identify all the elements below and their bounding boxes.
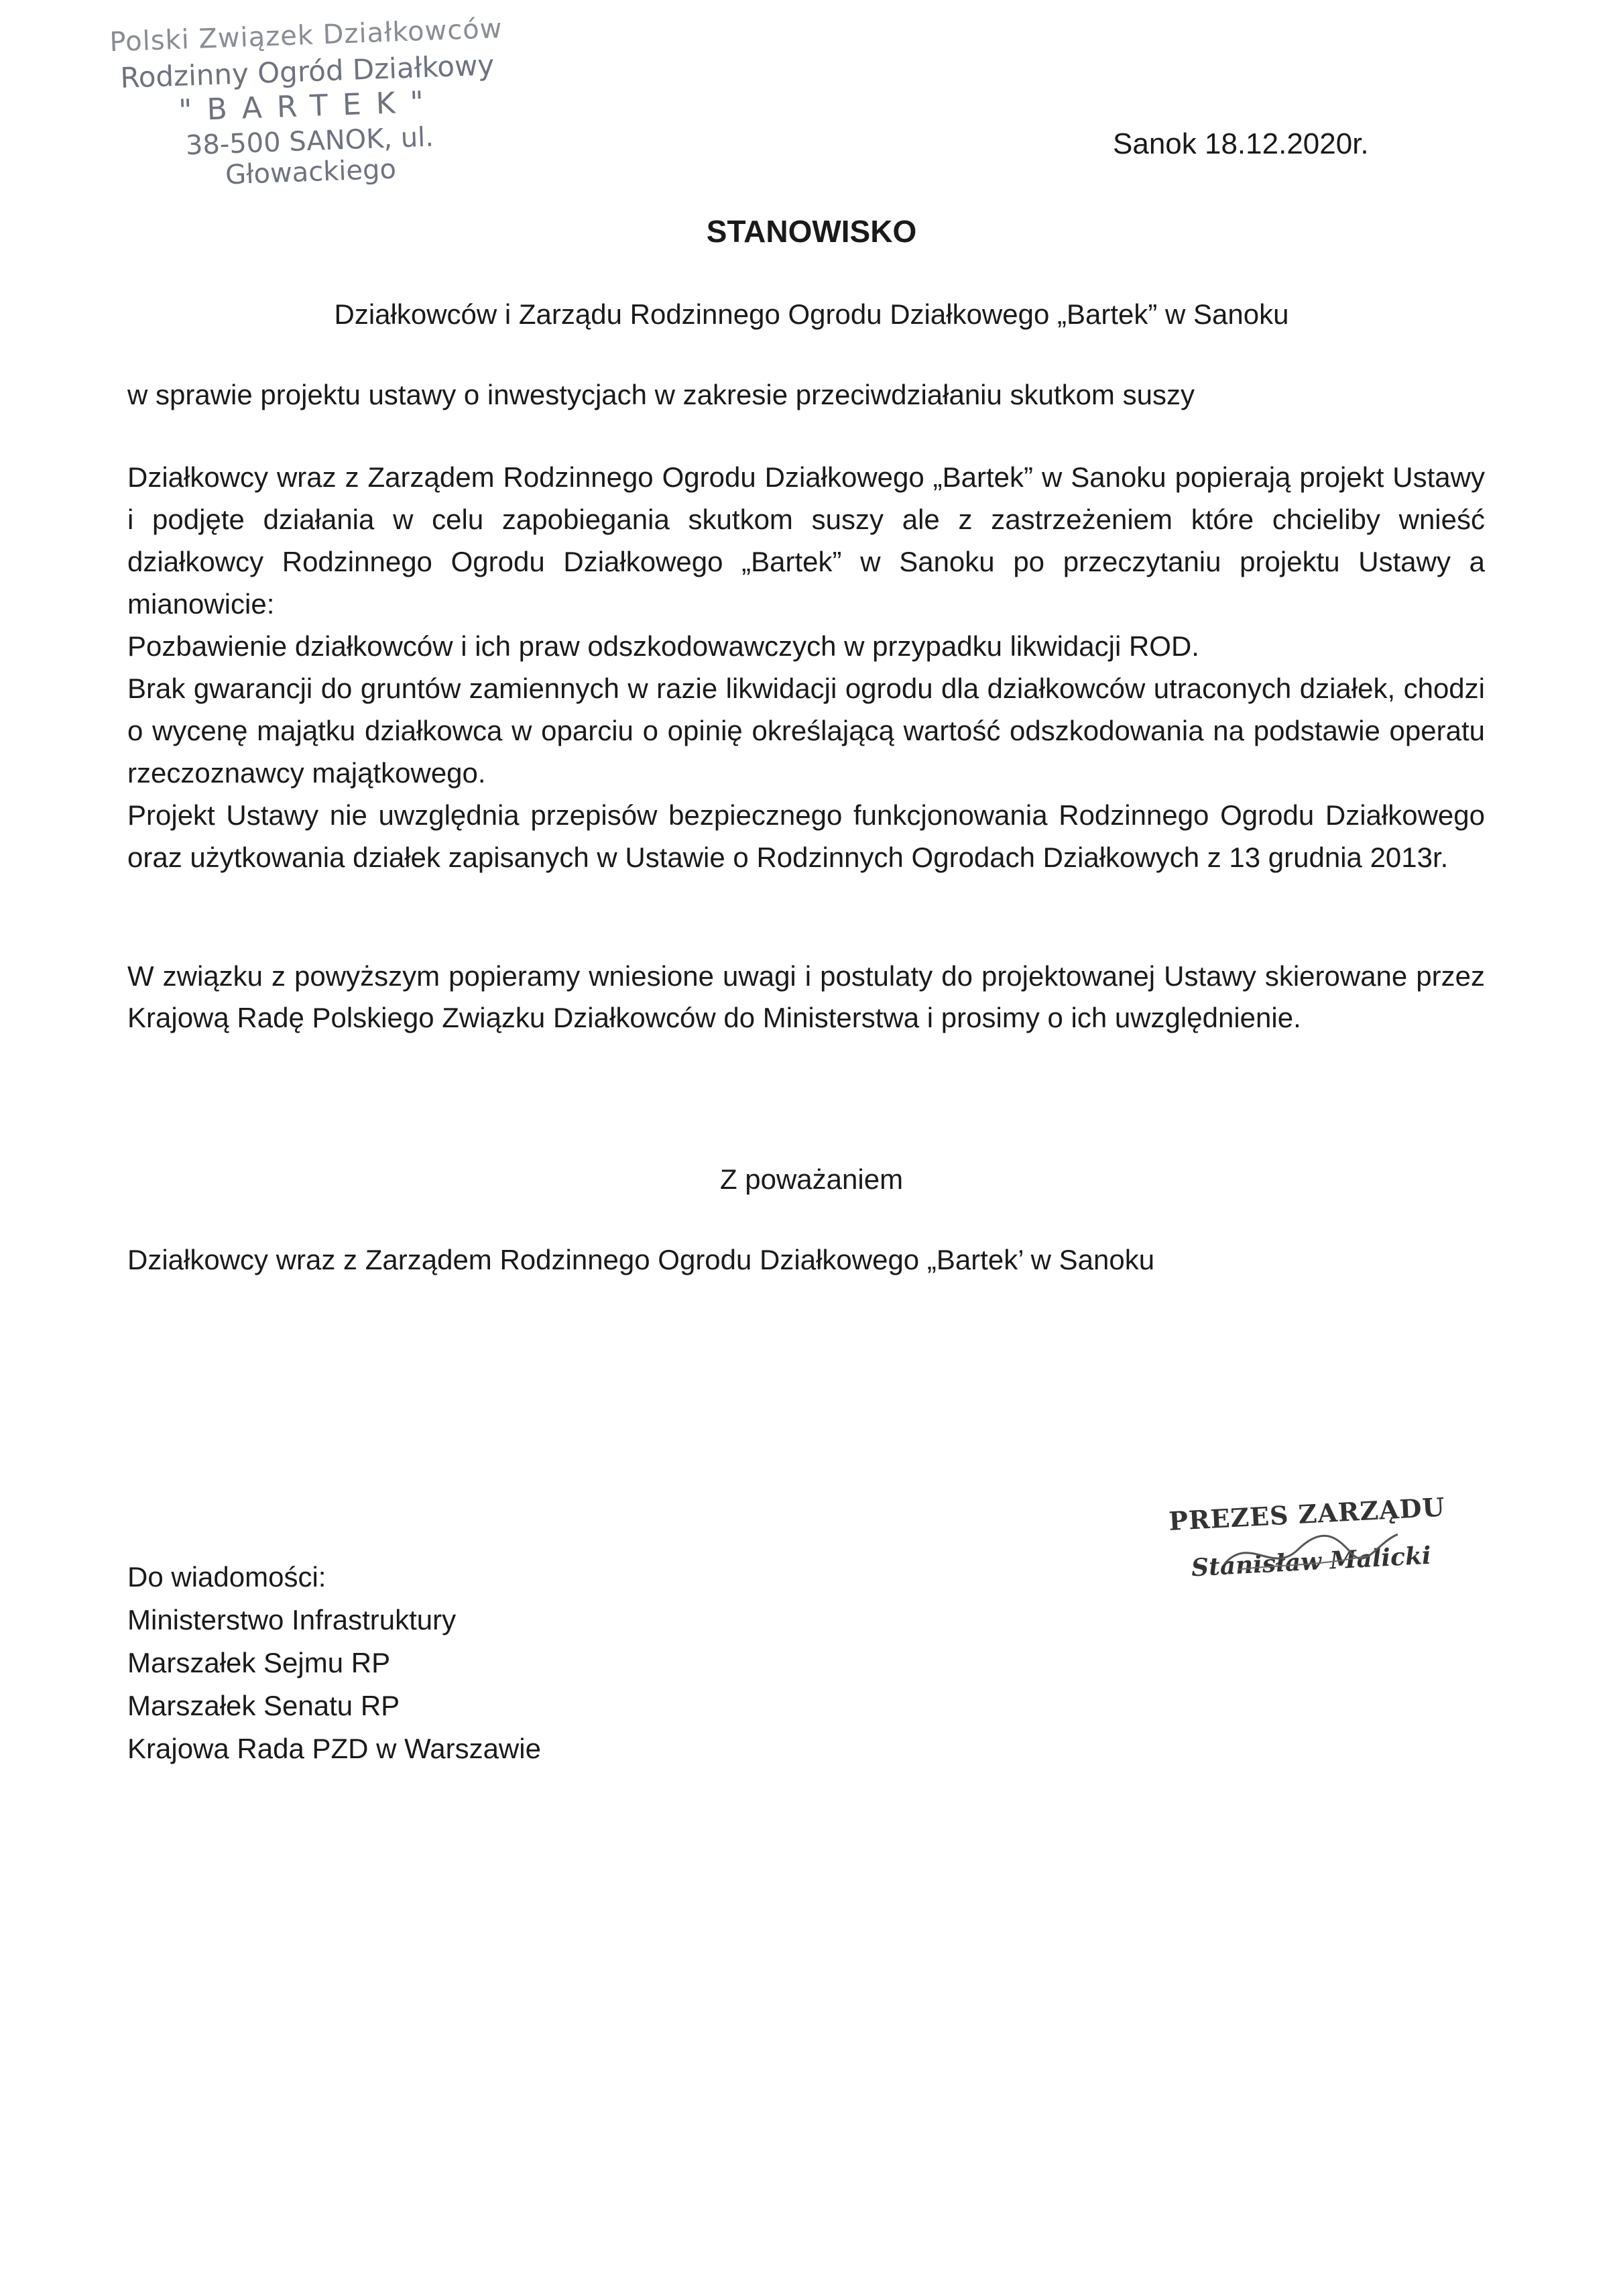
signature-stamp-title: PREZES ZARZĄDU (1168, 1491, 1446, 1537)
document-title: STANOWISKO (706, 214, 917, 249)
body-point-replacement-land: Brak gwarancji do gruntów zamiennych w razie likwidacji ogrodu dla działkowców utraconych działek, chodzi o wycenę majątku działkowca w oparciu o opinię określającą wartość odszkodowania na podstawie operatu rzeczoznawcy majątkowego. (127, 673, 1485, 789)
handwritten-signature-icon (1209, 1520, 1413, 1585)
document-matter: w sprawie projektu ustawy o inwestycjach w zakresie przeciwdziałaniu skutkom suszy (127, 379, 1195, 410)
cc-recipient: Marszałek Sejmu RP (127, 1647, 391, 1678)
signature-stamp-name: Stanisław Malicki (1191, 1541, 1432, 1583)
stamp-line-address: 38-500 SANOK, ul. Głowackiego (185, 121, 434, 191)
cc-label: Do wiadomości: (127, 1561, 326, 1593)
document-subtitle: Działkowców i Zarządu Rodzinnego Ogrodu Działkowego „Bartek” w Sanoku (334, 298, 1289, 330)
cc-list (127, 1556, 541, 1770)
organization-stamp (98, 13, 519, 194)
body-point-regulations: Projekt Ustawy nie uwzględnia przepisów bezpiecznego funkcjonowania Rodzinnego Ogrodu Działkowego oraz użytkowania działek zapisanych w Ustawie o Rodzinnych Ogrodach Działkowych z 13 grudnia 2013r. (127, 799, 1485, 873)
document-date: Sanok 18.12.2020r. (1113, 127, 1369, 160)
cc-recipient: Krajowa Rada PZD w Warszawie (127, 1733, 541, 1764)
body-paragraph-conclusion: W związku z powyższym popieramy wniesione uwagi i postulaty do projektowanej Ustawy skierowane przez Krajową Radę Polskiego Związku Działkowców do Ministerstwa i prosimy o ich uwzględnienie. (127, 960, 1485, 1033)
stamp-line-name: "BARTEK" (178, 84, 439, 128)
cc-recipient: Marszałek Senatu RP (127, 1690, 400, 1721)
signature-stamp (1168, 1491, 1453, 1583)
signoff-line: Działkowcy wraz z Zarządem Rodzinnego Ogrodu Działkowego „Bartek’ w Sanoku (127, 1244, 1155, 1275)
cc-recipient: Ministerstwo Infrastruktury (127, 1604, 457, 1635)
body-paragraph-support: Działkowcy wraz z Zarządem Rodzinnego Ogrodu Działkowego „Bartek” w Sanoku popierają projekt Ustawy i podjęte działania w celu zapobiegania skutkom suszy ale z zastrzeżeniem które chcieliby wnieść działkowcy Rodzinnego Ogrodu Działkowego „Bartek” w Sanoku po przeczytaniu projektu Ustawy a mianowicie: (127, 461, 1485, 620)
closing-greeting: Z poważaniem (719, 1163, 904, 1195)
document-body (127, 456, 1485, 878)
stamp-line-union: Polski Związek Działkowców (109, 13, 503, 58)
body-point-compensation: Pozbawienie działkowców i ich praw odszkodowawczych w przypadku likwidacji ROD. (127, 630, 1199, 662)
stamp-line-garden: Rodzinny Ogród Działkowy (119, 48, 495, 95)
